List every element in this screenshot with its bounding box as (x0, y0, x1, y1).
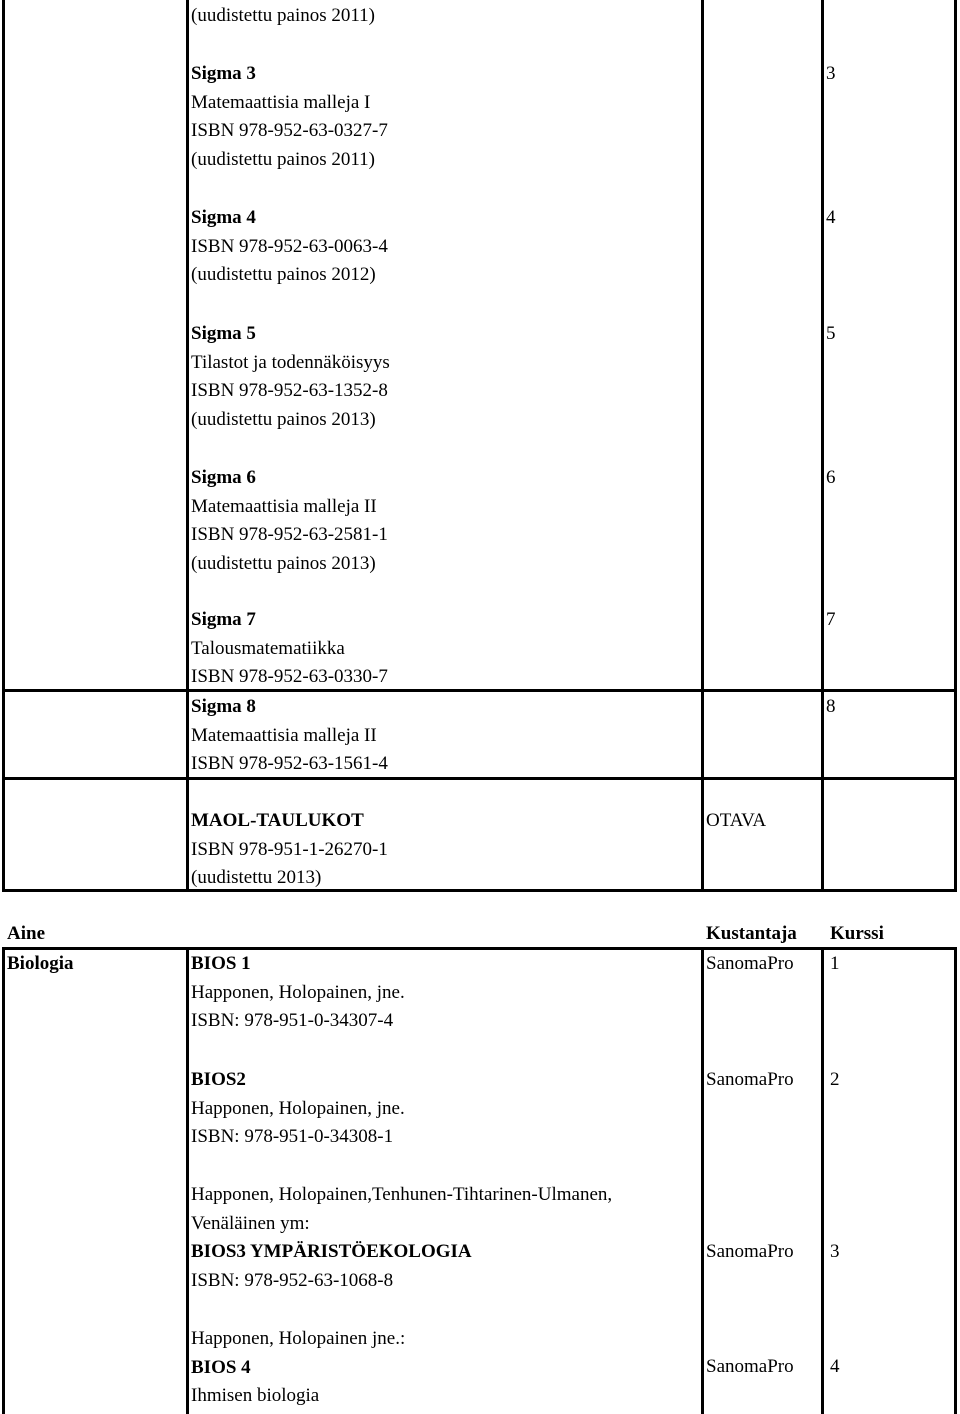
book-note: (uudistettu painos 2012) (191, 264, 376, 286)
top-row-book (191, 606, 388, 692)
top-row-book (191, 60, 388, 175)
book-title: MAOL-TAULUKOT (191, 810, 364, 831)
bottom-table-border-left (2, 947, 5, 1414)
book-isbn: ISBN 978-952-63-1352-8 (191, 380, 388, 402)
course-number: 3 (830, 1241, 840, 1262)
course-number: 4 (826, 207, 836, 228)
bottom-table-border-col3 (821, 947, 824, 1414)
publisher-name: OTAVA (706, 810, 767, 831)
publisher-name: SanomaPro (706, 1241, 794, 1262)
book-authors: Happonen, Holopainen jne.: (191, 1328, 406, 1349)
book-isbn: ISBN 978-951-1-26270-1 (191, 838, 388, 860)
book-title: BIOS2 (191, 1069, 246, 1090)
book-subtitle: Ihmisen biologia (191, 1385, 320, 1407)
book-subtitle: Talousmatematiikka (191, 637, 345, 659)
top-table-row-divider (2, 777, 957, 780)
book-note: (uudistettu painos 2013) (191, 553, 376, 575)
publisher-name: SanomaPro (706, 953, 794, 974)
book-title: BIOS 1 (191, 953, 251, 974)
book-subtitle: Tilastot ja todennäköisyys (191, 351, 390, 373)
book-note: (uudistettu painos 2011) (191, 149, 375, 171)
book-isbn: ISBN: 978-951-0-34307-4 (191, 1010, 394, 1032)
book-authors: Happonen, Holopainen, jne. (191, 981, 405, 1003)
bottom-table-border-col2 (701, 947, 704, 1414)
bottom-table-top-border (2, 947, 957, 950)
book-isbn: ISBN 978-952-63-0327-7 (191, 120, 388, 142)
publisher-name: SanomaPro (706, 1069, 794, 1090)
book-subtitle: Matemaattisia malleja I (191, 91, 371, 113)
book-title: Sigma 8 (191, 696, 256, 717)
book-isbn: ISBN 978-952-63-1561-4 (191, 753, 388, 775)
top-row-book (191, 204, 388, 290)
book-isbn: ISBN 978-952-63-0063-4 (191, 235, 388, 257)
book-title: Sigma 6 (191, 467, 256, 488)
course-number: 4 (830, 1356, 840, 1377)
bio-row-book (191, 1181, 612, 1296)
top-table-row-divider (2, 689, 957, 692)
book-authors: Happonen, Holopainen,Tenhunen-Tihtarinen-Ulmanen, (191, 1184, 613, 1205)
course-number: 2 (830, 1069, 840, 1090)
bio-row-book (191, 1325, 405, 1411)
top-table-border-col2 (701, 0, 704, 891)
header-subject: Aine (7, 923, 45, 944)
book-title: BIOS3 YMPÄRISTÖEKOLOGIA (191, 1241, 472, 1263)
book-authors: Happonen, Holopainen, jne. (191, 1097, 405, 1119)
top-table-border-right (954, 0, 957, 891)
book-isbn: ISBN 978-952-63-0330-7 (191, 666, 388, 688)
book-isbn: ISBN 978-952-63-2581-1 (191, 524, 388, 546)
book-subtitle: Matemaattisia malleja II (191, 724, 377, 746)
top-table-border-left (2, 0, 5, 891)
subject-name: Biologia (7, 953, 74, 974)
top-row-book (191, 807, 388, 893)
book-note: (uudistettu painos 2013) (191, 409, 376, 431)
course-number: 3 (826, 63, 836, 84)
book-subtitle: Matemaattisia malleja II (191, 495, 377, 517)
book-title: Sigma 3 (191, 63, 256, 84)
book-isbn: ISBN: 978-951-0-34308-1 (191, 1126, 394, 1148)
bio-row-book (191, 950, 405, 1036)
top-row-book (191, 693, 388, 779)
book-title: Sigma 5 (191, 323, 256, 344)
course-number: 8 (826, 696, 836, 717)
top-row-book (191, 2, 375, 31)
top-table-bottom-border (2, 889, 957, 892)
header-publisher: Kustantaja (706, 923, 797, 944)
top-table-border-col1 (186, 0, 189, 891)
publisher-name: SanomaPro (706, 1356, 794, 1377)
top-table-border-col3 (821, 0, 824, 891)
course-number: 5 (826, 323, 836, 344)
book-title: Sigma 4 (191, 207, 256, 228)
top-row-book (191, 320, 390, 435)
book-note: (uudistettu painos 2011) (191, 5, 375, 26)
course-number: 7 (826, 609, 836, 630)
bottom-table-border-col1 (186, 947, 189, 1414)
bottom-table-border-right (954, 947, 957, 1414)
top-row-book (191, 464, 388, 579)
book-isbn: ISBN: 978-952-63-1068-8 (191, 1270, 394, 1292)
course-number: 6 (826, 467, 836, 488)
book-title: BIOS 4 (191, 1356, 251, 1378)
book-authors: Venäläinen ym: (191, 1212, 310, 1234)
book-title: Sigma 7 (191, 609, 256, 630)
book-note: (uudistettu 2013) (191, 867, 322, 889)
bio-row-book (191, 1066, 405, 1152)
course-number: 1 (830, 953, 840, 974)
header-course: Kurssi (830, 923, 884, 944)
